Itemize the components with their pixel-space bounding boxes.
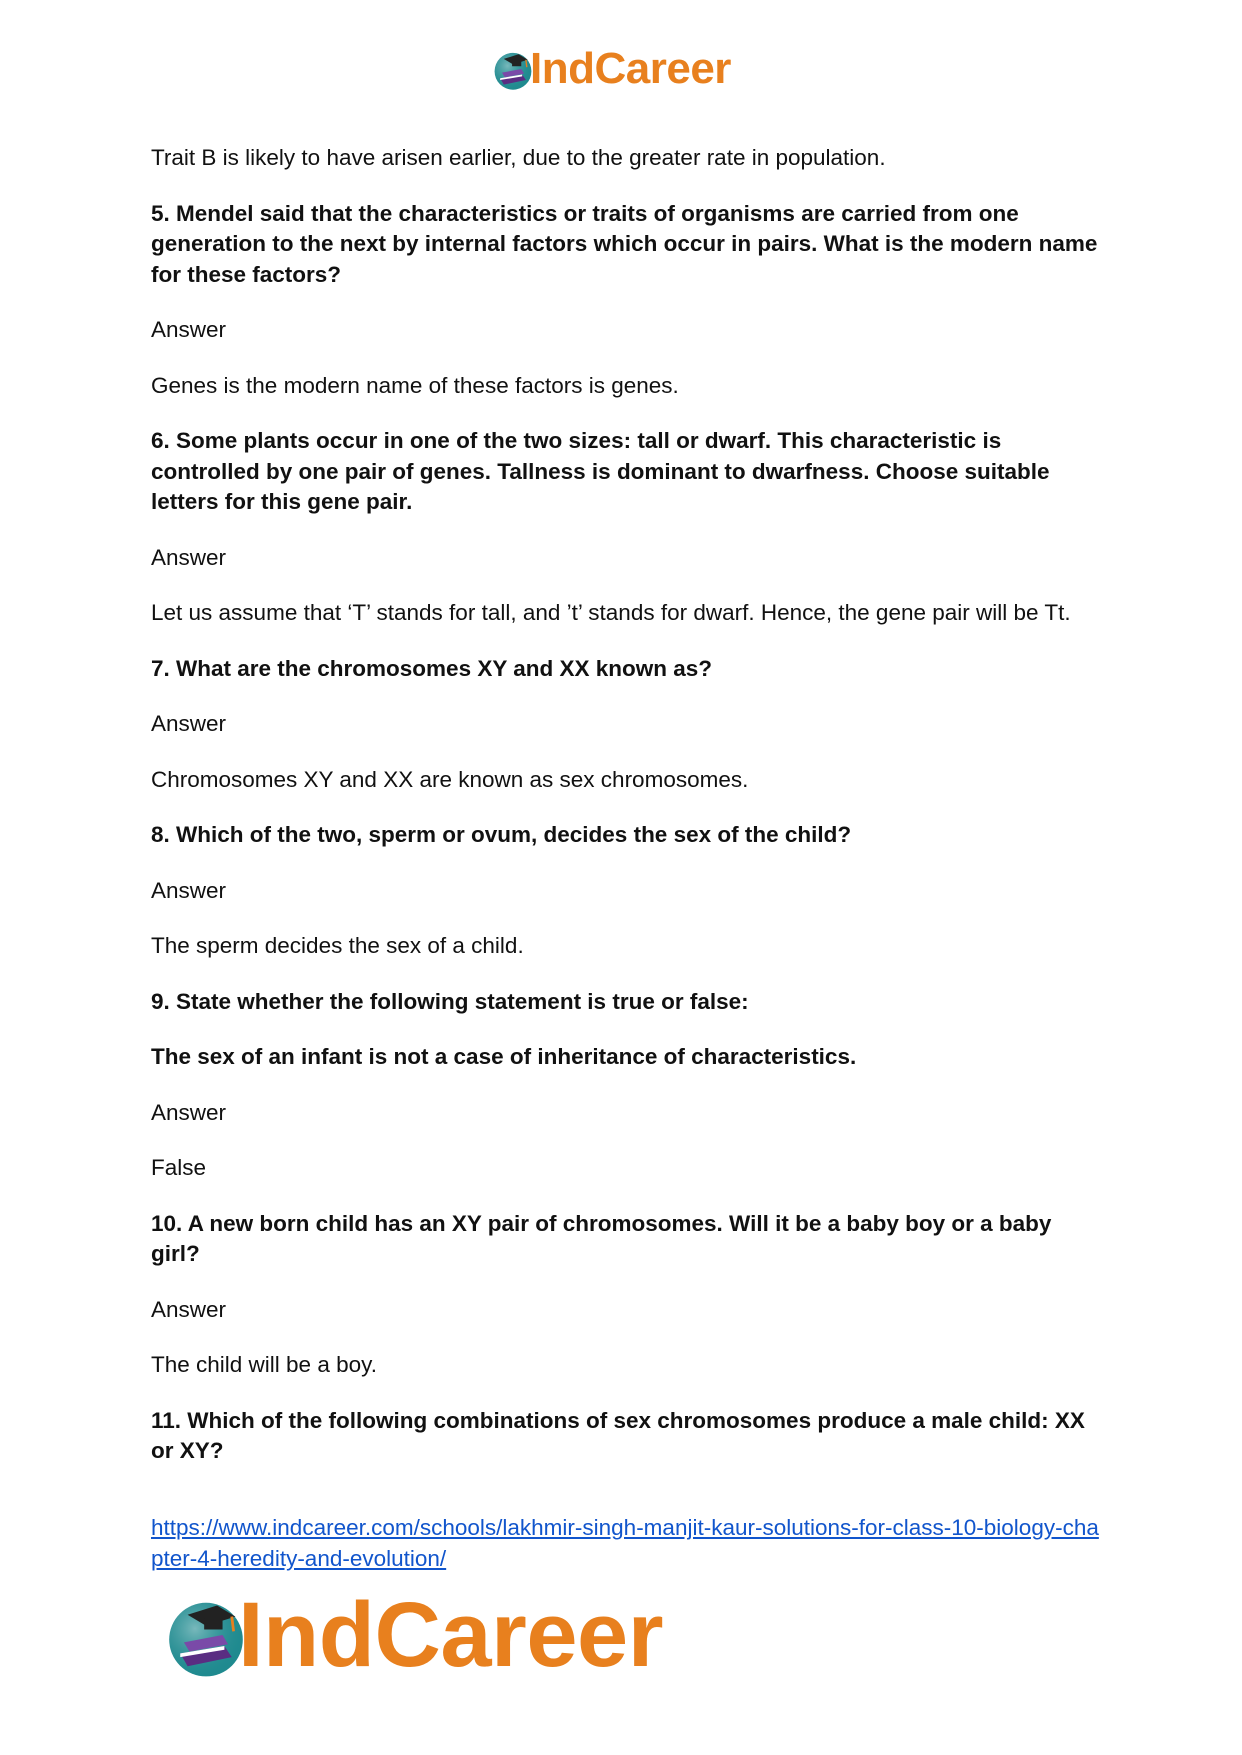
answer-text: The child will be a boy. [151,1352,377,1377]
header-logo [490,42,731,96]
answer-label: Answer [151,711,227,736]
question-text: 8. Which of the two, sperm or ovum, decides the sex of the child? [151,822,852,847]
question-text: 6. Some plants occur in one of the two sizes: tall or dwarf. This characteristic is controlled by one pair of genes. Tallness is dominant to dwarfness. Choose suitable letters for this gene pair. [151,428,1050,514]
logo-wordmark: IndCareer [238,1584,663,1686]
answer-text: The sperm decides the sex of a child. [151,933,524,958]
question-text: 10. A new born child has an XY pair of chromosomes. Will it be a baby boy or a baby girl? [151,1210,1052,1266]
answer-text: Genes is the modern name of these factors is genes. [151,372,679,398]
answer-text: Let us assume that ‘T’ stands for tall, and ’t’ stands for dwarf. Hence, the gene pair will be Tt. [151,600,1071,625]
question-text: 5. Mendel said that the characteristics or traits of organisms are carried from one generation to the next by internal factors which occur in pairs. What is the modern name for these factors? [151,200,1098,287]
answer-text: False [151,1155,207,1180]
logo-wordmark: IndCareer [530,44,731,93]
answer-label: Answer [151,317,227,342]
question-text: 9. State whether the following statement is true or false: [151,988,749,1014]
answer-label: Answer [151,877,227,903]
document-body [151,143,1101,1492]
answer-label: Answer [151,1099,227,1125]
answer-text: Chromosomes XY and XX are known as sex chromosomes. [151,766,749,792]
answer-label: Answer [151,1296,227,1322]
answer-text: Trait B is likely to have arisen earlier, due to the greater rate in population. [151,145,886,170]
source-link[interactable]: https://www.indcareer.com/schools/lakhmir-singh-manjit-kaur-solutions-for-class-10-biology-chapter-4-heredity-and-evolution/ [151,1515,1099,1571]
question-text: The sex of an infant is not a case of inheritance of characteristics. [151,1044,857,1069]
question-text: 11. Which of the following combinations of sex chromosomes produce a male child: XX or XY? [151,1407,1085,1463]
answer-label: Answer [151,544,227,570]
footer-logo [160,1585,663,1685]
question-text: 7. What are the chromosomes XY and XX known as? [151,655,712,681]
